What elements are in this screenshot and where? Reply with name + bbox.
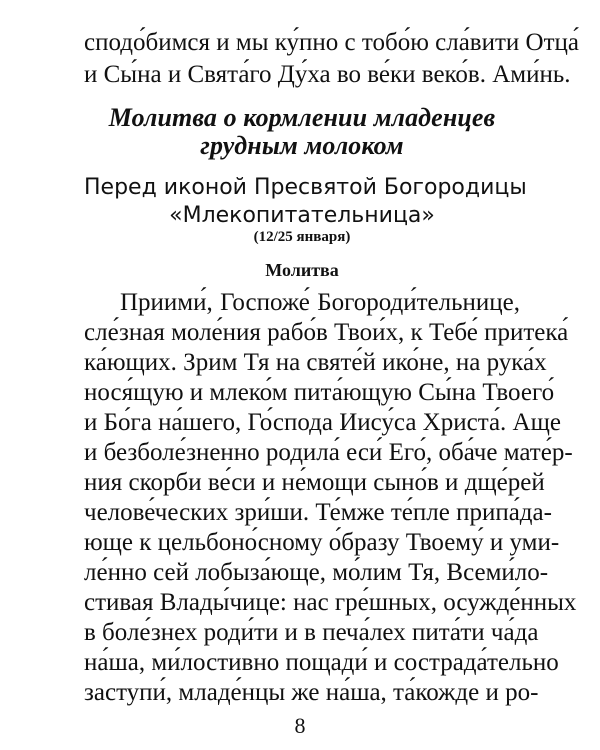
section-heading: Молитва: [265, 260, 339, 280]
prayer-line: юще к цельбоно́сному о́бразу Твоему́ и уми-: [84, 529, 560, 556]
prayer-line: Приими́, Госпоже́ Богороди́тельнице,: [120, 289, 520, 316]
feast-date: (12/25 января): [253, 229, 351, 245]
opening-line-2: и Сы́на и Свята́го Ду́ха во ве́ки веко́в. Ами́нь.: [84, 61, 571, 88]
prayer-line: стивая Влады́чице: нас гре́шных, осужде́нных: [84, 589, 577, 616]
page-number: 8: [294, 713, 306, 738]
prayer-title-line-2: грудным молоком: [200, 131, 404, 160]
prayer-line: заступи́, младе́нцы же на́ша, та́кожде и ро-: [84, 679, 539, 706]
prayer-line: и безболе́зненно родила́ еси́ Его́, оба́че мате́р-: [84, 439, 573, 466]
prayer-line: и Бо́га на́шего, Го́спода Иису́са Христа́. Аще: [84, 409, 561, 436]
prayer-line: ния скорби ве́си и не́мощи сыно́в и дще́рей: [84, 469, 545, 496]
prayer-line: челове́ческих зри́ши. Те́мже те́пле припа́да-: [84, 499, 552, 526]
prayer-line: сле́зная моле́ния рабо́в Твои́х, к Тебе́ притека́: [84, 319, 569, 346]
prayer-line: ка́ющих. Зрим Тя на святе́й ико́не, на рука́х: [84, 349, 547, 376]
icon-subtitle-line-2: «Млекопитательница»: [169, 203, 435, 228]
icon-subtitle-line-1: Перед иконой Пресвятой Богородицы: [84, 175, 527, 200]
prayer-line: ле́нно сей лобыза́юще, мо́лим Тя, Всеми́ло-: [84, 559, 549, 586]
prayer-line: нося́щую и млеко́м пита́ющую Сы́на Твоего́: [84, 379, 555, 406]
prayer-line: на́ша, ми́лостивно пощади́ и сострада́тельно: [84, 649, 559, 676]
prayer-title-line-1: Молитва о кормлении младенцев: [108, 103, 496, 132]
opening-line-1: сподо́бимся и мы ку́пно с тобо́ю сла́вити Отца́: [84, 29, 579, 56]
prayer-line: в боле́знех роди́ти и в печа́лех пита́ти ча́да: [84, 619, 539, 646]
